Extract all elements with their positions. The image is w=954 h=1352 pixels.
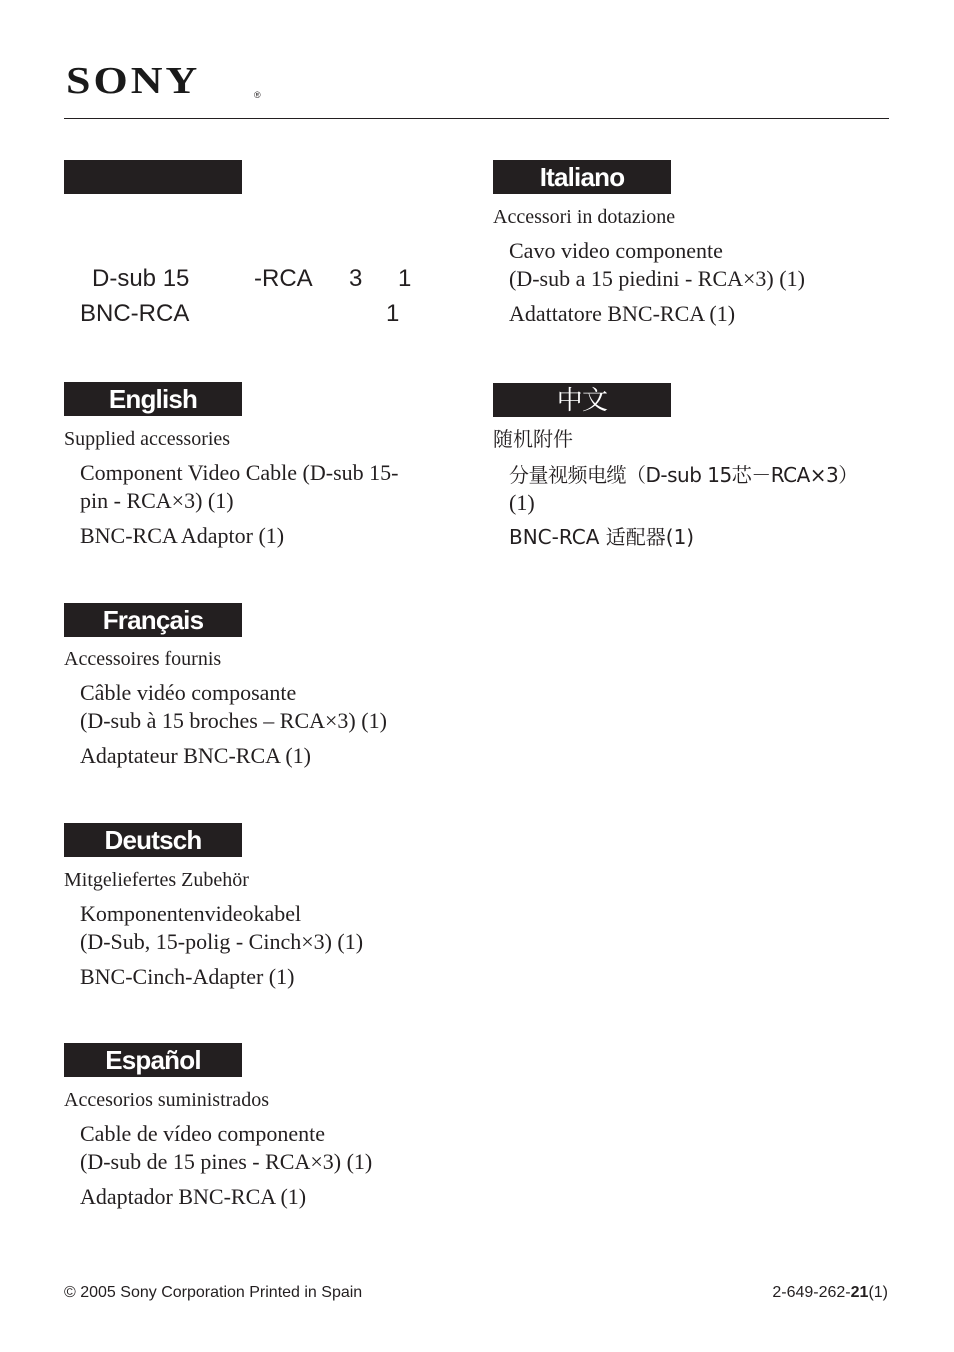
english-subheading: Supplied accessories — [64, 428, 231, 450]
espanol-line-3: Adaptador BNC-RCA (1) — [80, 1184, 307, 1209]
english-line-1: Component Video Cable (D-sub 15- — [80, 460, 399, 485]
italiano-line-3: Adattatore BNC-RCA (1) — [509, 301, 736, 326]
chinese-line-1: 分量视频电缆（D-sub 15芯－RCA×3） — [509, 463, 858, 487]
part-number — [772, 1283, 888, 1303]
espanol-heading: Español — [64, 1043, 242, 1077]
sony-logo: SONY — [66, 59, 201, 102]
japanese-line1-part1: D-sub 15 — [92, 265, 190, 292]
copyright-text: © 2005 Sony Corporation Printed in Spain — [64, 1284, 363, 1301]
japanese-line1-part2: -RCA — [254, 265, 313, 292]
francais-heading: Français — [64, 603, 242, 637]
italiano-subheading: Accessori in dotazione — [493, 206, 676, 228]
italiano-heading: Italiano — [493, 160, 671, 194]
chinese-heading: 中文 — [493, 383, 671, 417]
part-number-suffix: (1) — [868, 1284, 888, 1301]
deutsch-subheading: Mitgeliefertes Zubehör — [64, 869, 249, 891]
japanese-heading-bar — [64, 160, 242, 194]
chinese-subheading: 随机附件 — [493, 427, 573, 451]
japanese-line2-part2: 1 — [386, 300, 400, 327]
espanol-line-1: Cable de vídeo componente — [80, 1121, 325, 1146]
deutsch-line-3: BNC-Cinch-Adapter (1) — [80, 964, 295, 989]
francais-subheading: Accessoires fournis — [64, 648, 222, 670]
japanese-line2-part1: BNC-RCA — [80, 300, 190, 327]
deutsch-line-2: (D-Sub, 15-polig - Cinch×3) (1) — [80, 929, 364, 954]
italiano-line-2: (D-sub a 15 piedini - RCA×3) (1) — [509, 266, 805, 291]
english-line-2: pin - RCA×3) (1) — [80, 488, 234, 513]
english-line-3: BNC-RCA Adaptor (1) — [80, 523, 285, 548]
espanol-subheading: Accesorios suministrados — [64, 1089, 269, 1111]
francais-line-2: (D-sub à 15 broches – RCA×3) (1) — [80, 708, 387, 733]
english-heading: English — [64, 382, 242, 416]
part-number-bold: 21 — [850, 1284, 869, 1301]
italiano-line-1: Cavo video componente — [509, 238, 723, 263]
francais-line-3: Adaptateur BNC-RCA (1) — [80, 743, 311, 768]
part-number-prefix: 2-649-262- — [772, 1284, 851, 1301]
deutsch-heading: Deutsch — [64, 823, 242, 857]
deutsch-line-1: Komponentenvideokabel — [80, 901, 302, 926]
chinese-line-2: (1) — [509, 490, 535, 515]
header-rule — [64, 118, 889, 119]
chinese-line-3: BNC-RCA 适配器(1) — [509, 525, 695, 549]
japanese-line1-part4: 1 — [398, 265, 412, 292]
japanese-line1-part3: 3 — [349, 265, 363, 292]
espanol-line-2: (D-sub de 15 pines - RCA×3) (1) — [80, 1149, 373, 1174]
registered-mark: ® — [254, 90, 261, 100]
francais-line-1: Câble vidéo composante — [80, 680, 297, 705]
